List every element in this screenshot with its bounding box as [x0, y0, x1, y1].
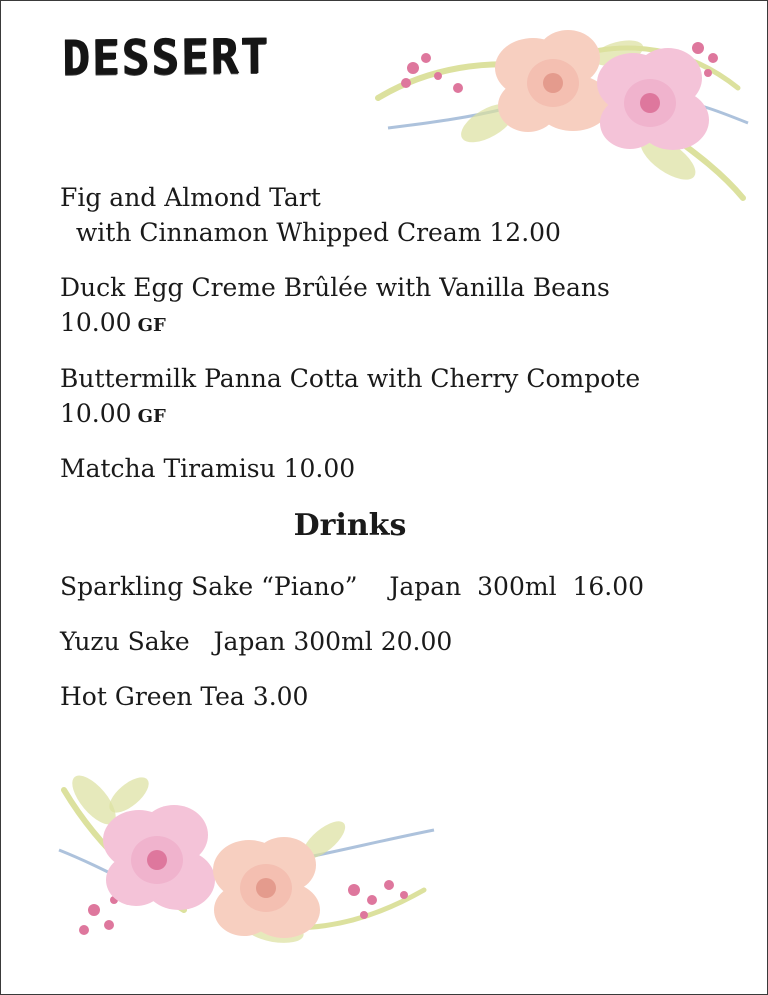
floral-watercolor-bottom-icon: [54, 770, 440, 950]
drink-item: Yuzu Sake Japan 300ml 20.00: [60, 627, 453, 656]
dessert-item-line: Fig and Almond Tart: [60, 183, 321, 212]
dessert-item-line: Buttermilk Panna Cotta with Cherry Compote: [60, 364, 641, 393]
dessert-item-line: Duck Egg Creme Brûlée with Vanilla Beans: [60, 273, 610, 302]
drink-item: Sparkling Sake “Piano” Japan 300ml 16.00: [60, 572, 645, 601]
drink-item: Hot Green Tea 3.00: [60, 682, 309, 711]
gluten-free-badge: GF: [137, 315, 166, 336]
dessert-item-price-row: [60, 305, 166, 343]
page-title: DESSERT: [61, 27, 271, 87]
drinks-title: Drinks: [293, 508, 407, 543]
gluten-free-badge: GF: [137, 406, 166, 427]
dessert-item-price-row: [60, 396, 166, 434]
dessert-item-price: 10.00: [60, 399, 132, 428]
dessert-item-line: Matcha Tiramisu 10.00: [60, 454, 356, 483]
floral-watercolor-top-icon: [368, 28, 752, 206]
dessert-item-line: with Cinnamon Whipped Cream 12.00: [60, 218, 561, 247]
dessert-item-price: 10.00: [60, 308, 132, 337]
